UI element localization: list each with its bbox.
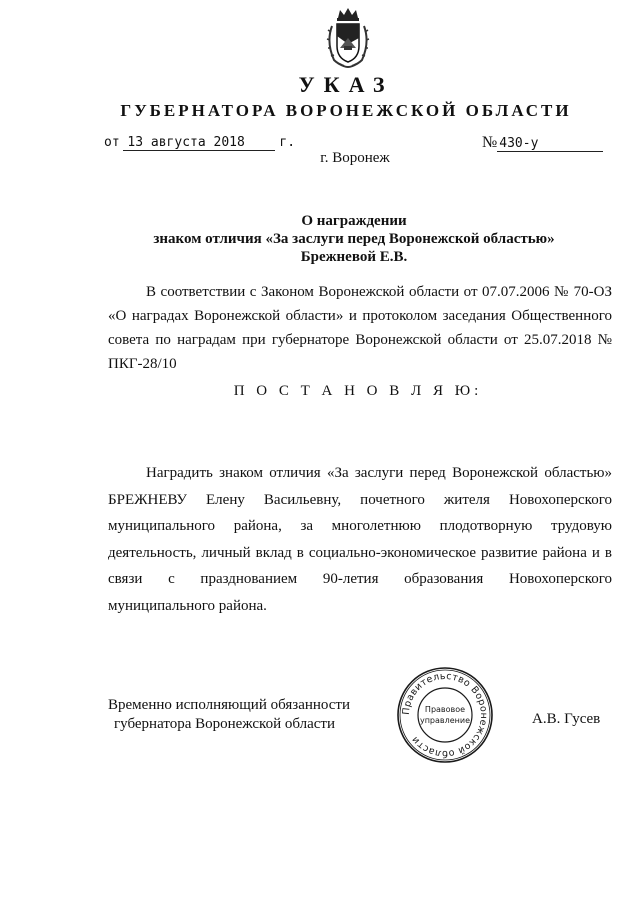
decree-word: П О С Т А Н О В Л Я Ю: (233, 383, 483, 399)
coat-of-arms-icon (326, 8, 370, 70)
svg-text:Правительство Воронежской обла (401, 671, 489, 759)
signatory-position (108, 696, 350, 734)
date-value: 13 августа 2018 (123, 135, 275, 151)
decree-date (104, 134, 295, 151)
award-paragraph: Наградить знаком отличия «За заслуги перед Воронежской областью» БРЕЖНЕВУ Елену Васильевну, почетного жителя Новохоперского муниципального района, за многолетнюю плодотворную трудовую деятельность, личный вклад в социально-экономическое развитие района и в связи с празднованием 90-летия образования Новохоперского муниципального района. (108, 465, 612, 614)
number-value: 430-у (497, 136, 603, 152)
preamble-paragraph: В соответствии с Законом Воронежской области от 07.07.2006 № 70-ОЗ «О наградах Воронежской области» и протоколом заседания Общественного совета по наградам при губернаторе Воронежской области от 25.07.2018 № ПКГ-28/10 (108, 284, 612, 372)
heading-line-1: О награждении (301, 213, 407, 229)
heading-line-2: знаком отличия «За заслуги перед Воронежской областью» (153, 231, 555, 247)
date-suffix: г. (279, 135, 296, 150)
city-label: г. Воронеж (320, 150, 390, 166)
heading-line-3: Брежневой Е.В. (300, 249, 408, 265)
position-line-2: губернатора Воронежской области (114, 716, 335, 732)
position-line-1: Временно исполняющий обязанности (108, 697, 351, 713)
date-prefix: от (104, 135, 120, 150)
stamp-center-line-1: Правовое (424, 705, 466, 714)
document-type-title: УКАЗ (298, 72, 394, 97)
stamp-center-line-2: управление (419, 716, 471, 725)
signatory-name: А.В. Гусев (532, 711, 601, 727)
stamp-ring-text: Правительство Воронежской области (400, 670, 490, 760)
number-prefix: № (482, 134, 498, 151)
issuer-title: ГУБЕРНАТОРА ВОРОНЕЖСКОЙ ОБЛАСТИ (120, 101, 572, 120)
official-seal-stamp (395, 665, 495, 765)
decree-heading (0, 212, 640, 266)
